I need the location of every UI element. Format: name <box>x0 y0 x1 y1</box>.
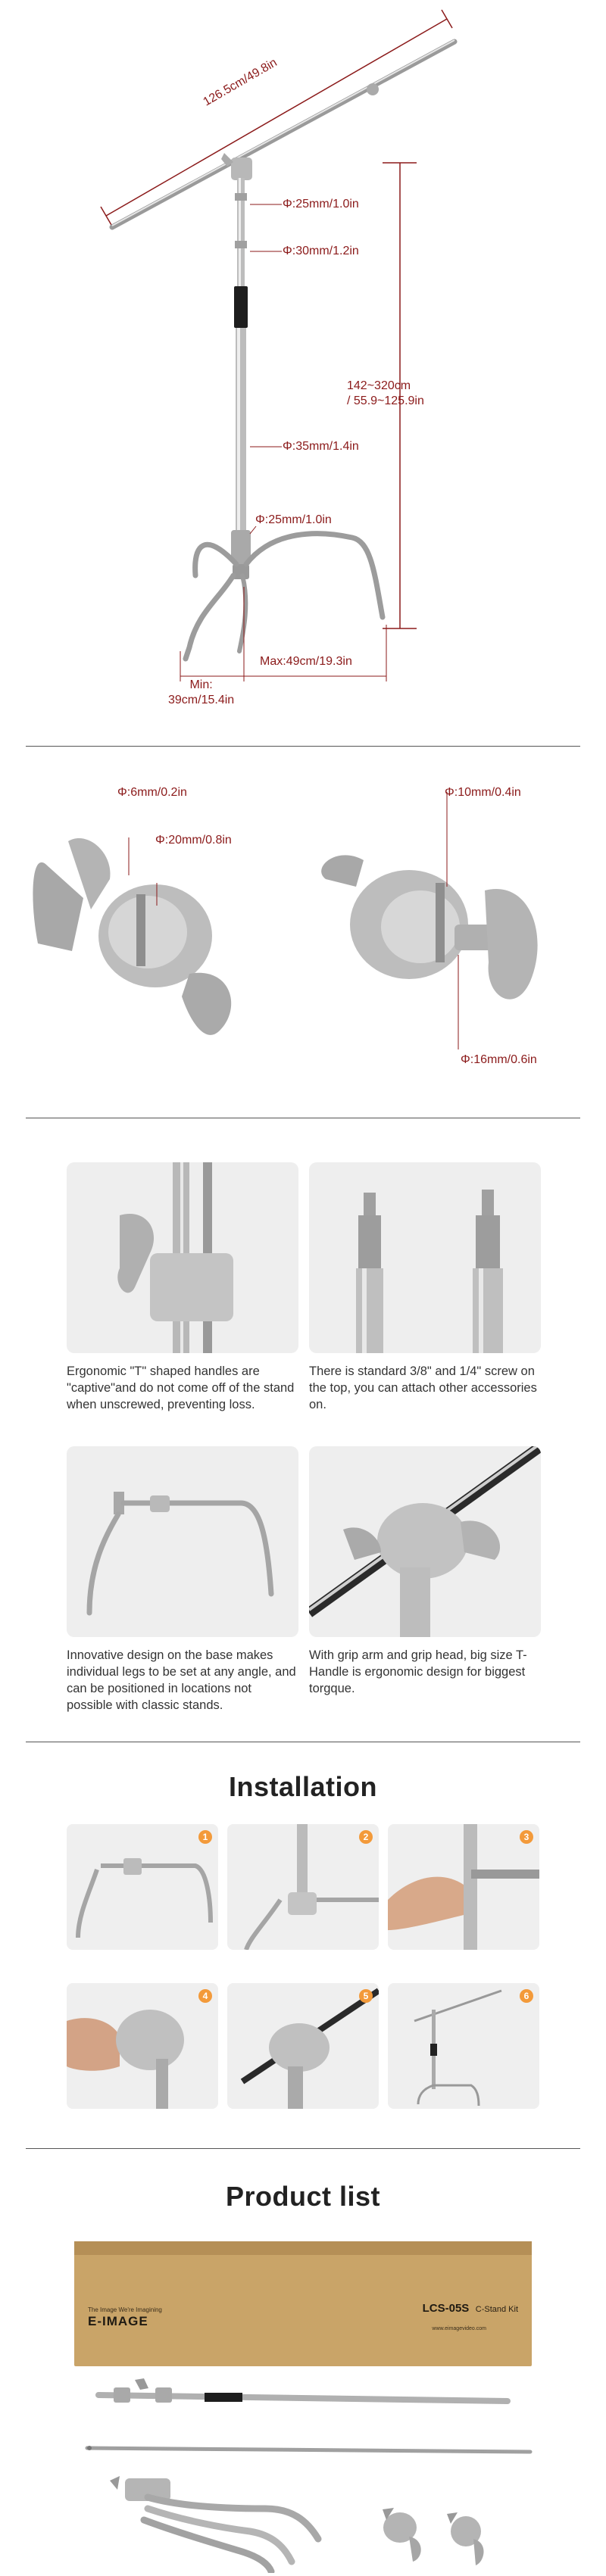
tube-base-label: Φ:25mm/1.0in <box>255 513 332 526</box>
grip-arm-photo <box>309 1446 541 1637</box>
install-step-6 <box>388 1983 539 2109</box>
left-hole-label: Φ:6mm/0.2in <box>117 786 187 799</box>
product-box-top <box>74 2241 532 2255</box>
install-step-4-photo <box>67 1983 218 2109</box>
feature-caption-screws: There is standard 3/8" and 1/4" screw on the top, you can attach other accessories on. <box>309 1364 537 1411</box>
install-step-1 <box>67 1824 218 1950</box>
install-step-2-badge: 2 <box>359 1830 373 1844</box>
product-box <box>74 2241 532 2366</box>
install-step-2 <box>227 1824 379 1950</box>
installation-title: Installation <box>228 1771 378 1802</box>
box-model: LCS-05S <box>422 2302 470 2315</box>
features-section <box>0 1118 606 1748</box>
screws-photo <box>309 1162 541 1353</box>
height-range-line1: 142~320cm <box>347 379 411 392</box>
install-step-1-photo <box>67 1824 218 1950</box>
install-step-4 <box>67 1983 218 2109</box>
install-step-6-photo <box>388 1983 539 2109</box>
height-range-line2: / 55.9~125.9in <box>347 395 424 407</box>
brand-block <box>88 2306 162 2329</box>
right-hole-label: Φ:10mm/0.4in <box>445 786 521 799</box>
c-stand-illustration <box>0 0 606 746</box>
tube-middle-label: Φ:35mm/1.4in <box>283 440 359 453</box>
install-step-3-photo <box>388 1824 539 1950</box>
product-list-section <box>0 2149 606 2576</box>
feature-caption-base-legs: Innovative design on the base makes individual legs to be set at any angle, and can be positioned in locations not possible with classic stands. <box>67 1648 296 1712</box>
feature-card-grip-arm <box>309 1446 541 1637</box>
install-step-5-badge: 5 <box>359 1989 373 2003</box>
install-step-5-photo <box>227 1983 379 2109</box>
tube-upper-label: Φ:30mm/1.2in <box>283 245 359 257</box>
install-step-3-badge: 3 <box>520 1830 533 1844</box>
install-step-5 <box>227 1983 379 2109</box>
install-step-4-badge: 4 <box>198 1989 212 2003</box>
right-socket-label: Φ:16mm/0.6in <box>461 1053 537 1066</box>
tube-top-label: Φ:25mm/1.0in <box>283 198 359 211</box>
product-contents-illustration <box>0 2376 606 2573</box>
feature-card-base-legs <box>67 1446 298 1637</box>
feature-card-t-handle <box>67 1162 298 1353</box>
base-max-label: Max:49cm/19.3in <box>260 655 352 668</box>
brand-tagline: The Image We're Imagining <box>88 2306 162 2313</box>
feature-card-screws <box>309 1162 541 1353</box>
base-legs-photo <box>67 1446 298 1637</box>
t-handle-photo <box>67 1162 298 1353</box>
base-min-line2: 39cm/15.4in <box>168 694 235 706</box>
install-step-3 <box>388 1824 539 1950</box>
product-list-title: Product list <box>225 2181 381 2212</box>
feature-caption-t-handle: Ergonomic "T" shaped handles are "captive"and do not come off of the stand when unscrewed, preventing loss. <box>67 1364 295 1411</box>
box-website: www.eimagevideo.com <box>432 2326 486 2331</box>
box-model-block <box>423 2302 518 2316</box>
feature-caption-grip-arm: With grip arm and grip head, big size T-Handle is ergonomic design for biggest torgque. <box>309 1648 527 1695</box>
install-step-1-badge: 1 <box>198 1830 212 1844</box>
installation-section <box>0 1742 606 2148</box>
base-min-line1: Min: <box>189 678 213 691</box>
install-step-6-badge: 6 <box>520 1989 533 2003</box>
arm-length-label: 126.5cm/49.8in <box>201 56 280 109</box>
install-step-2-photo <box>227 1824 379 1950</box>
brand-logo: E-IMAGE <box>88 2314 148 2328</box>
grip-head-section <box>0 747 606 1118</box>
stand-dimensions-section <box>0 0 606 746</box>
left-clamp-label: Φ:20mm/0.8in <box>155 834 232 847</box>
height-range-label <box>347 379 424 409</box>
box-subtitle: C-Stand Kit <box>475 2305 518 2314</box>
base-min-label <box>168 678 234 708</box>
